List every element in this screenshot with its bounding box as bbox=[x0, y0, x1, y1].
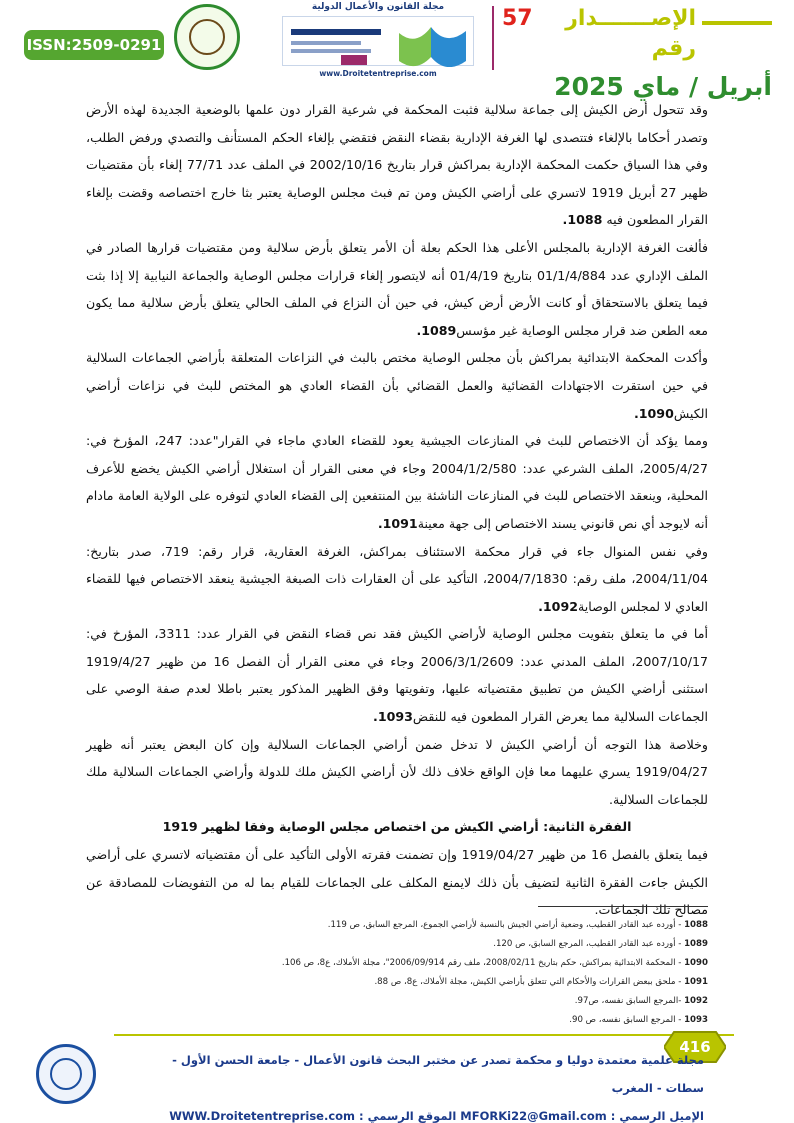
journal-logo bbox=[278, 2, 478, 78]
footnote-ref: 1092. bbox=[538, 598, 578, 614]
section-subheading: الفقرة الثانية: أراضي الكيش من اختصاص مجلس الوصاية وفقا لظهير 1919 bbox=[162, 819, 632, 835]
paragraph-3: وأكدت المحكمة الابتدائية بمراكش بأن مجلس الوصاية مختص بالبث في النزاعات المتعلقة بأراضي الجماعات السلالية في حين استقرت الاجتهادات القضائية والعمل القضائي بأن القضاء العادي هو المختص للبث في نزاعات أراضي الكيش1090. bbox=[86, 350, 708, 421]
issn-badge: ISSN:2509-0291 bbox=[24, 30, 164, 60]
issue-number: 57 bbox=[502, 6, 533, 31]
paragraph-4: ومما يؤكد أن الاختصاص للبث في المنازعات الجيشية يعود للقضاء العادي ماجاء في القرار"عدد: 247، المؤرخ في: 2005/4/27، الملف الشرعي عدد: 2004/1/2/580 وجاء في معنى القرار أن استغلال أراضي الكيش يخضع للأعرف المحلية، وينعقد الاختصاص للبث في المنازعات الناشئة بين المنتفعين إلى القضاء العادي لتوفره على الولاية العامة مادام أنه لايوجد أي نص قانوني يسند الاختصاص إلى جهة معينة1091. bbox=[86, 433, 708, 531]
footnote-ref: 1093. bbox=[373, 709, 413, 725]
article-body bbox=[86, 96, 708, 924]
issue-line bbox=[502, 4, 772, 64]
footnote-ref: 1091. bbox=[377, 515, 418, 531]
journal-title: مجلة القانون والأعمال الدولية bbox=[311, 2, 445, 12]
footer-contact-line: الإميل الرسمي : MFORKi22@Gmail.com الموقع الرسمي : WWW.Droitetentreprise.com bbox=[169, 1109, 704, 1123]
issue-date: أبريل / ماي 2025 bbox=[554, 72, 772, 101]
footnote-1093: 1093 - المرجع السابق نفسه، ص 90. bbox=[569, 1015, 708, 1025]
footnote-1092: 1092 -المرجع السابق نفسه، ص97. bbox=[574, 996, 708, 1006]
paragraph-1: وقد تتحول أرض الكيش إلى جماعة سلالية فثبت المحكمة في شرعية القرار دون علمها بالوضعية الجديدة لهذه الأرض وتصدر أحكاما بالإلغاء فتتصدى لها الغرفة الإدارية بقضاء النقض فتقضي بإلغاء الحكم المستأنف والتصدي ورفض الطلب، وفي هذا السياق حكمت المحكمة الإدارية بمراكش قرار بتاريخ 2002/10/16 في الملف عدد 77/71 إلغاء بأن مقتضيات ظهير 27 أبريل 1919 لاتسري على أراضي الكيش ومن تم فبث مجلس الوصاية يعتبر بثا خارج اختصاصه وقضت بإلغاء القرار المطعون فيه 1088. bbox=[86, 102, 708, 228]
journal-logo-graphic bbox=[282, 16, 474, 66]
book-icon bbox=[281, 17, 473, 67]
footnote-1088: 1088 - أورده عبد القادر القطيب، وضعية أراضي الجيش بالنسبة لأراضي الجموع، المرجع السابق، ص 119. bbox=[327, 920, 708, 930]
paragraph-8: فيما يتعلق بالفصل 16 من ظهير 1919/04/27 وإن تضمنت فقرته الأولى التأكيد على أن مقتضياته لاتسري على أراضي الكيش جاءت الفقرة الثانية لتضيف بأن ذلك لايمنع المكلف على الجماعات للقيام بما له من التفويضات للمصادقة عن مصالح تلك الجماعات. bbox=[86, 847, 709, 918]
footnote-divider bbox=[538, 906, 708, 907]
issue-rule bbox=[702, 21, 772, 25]
footnote-ref: 1090. bbox=[633, 405, 674, 421]
page-number: 416 bbox=[679, 1038, 711, 1056]
header-separator bbox=[492, 6, 494, 70]
footnotes bbox=[148, 916, 708, 1030]
paragraph-5: وفي نفس المنوال جاء في قرار محكمة الاستئناف بمراكش، الغرفة العقارية، قرار رقم: 719، صدر بتاريخ: 2004/11/04، ملف رقم: 2004/7/1830، التأكيد على أن العقارات ذات الصبغة الجيشية ينعقد الاختصاص فيها للقضاء العادي لا لمجلس الوصاية1092. bbox=[86, 543, 708, 614]
paragraph-2: فألغت الغرفة الإدارية بالمجلس الأعلى هذا الحكم بعلة أن الأمر يتعلق بأرض سلالية ومن مقتضيات قرارها الصادر في الملف الإداري عدد 01/1/4/884 بتاريخ 01/4/19 أنه لايتصور إلغاء قرارات مجلس الوصاية والجماعة النيابية إلا إذا بثت فيما يتعلق بالاستحقاق أو كانت الأرض أرض كيش، في حين أن النزاع في الملف الحالي يتعلق بأرض سلالية مما يكون معه الطعن ضد قرار مجلس الوصاية غير مؤسس1089. bbox=[86, 239, 708, 338]
footnote-ref: 1089. bbox=[416, 322, 457, 338]
university-seal-icon bbox=[36, 1044, 96, 1104]
footnote-1091: 1091 - ملحق ببعض القرارات والأحكام التي تتعلق بأراضي الكيش، مجلة الأملاك، ع8، ص 88. bbox=[374, 977, 708, 987]
footnote-1089: 1089 - أورده عبد القادر القطيب، المرجع السابق، ص 120. bbox=[493, 939, 708, 949]
issue-label: الإصـــــــدار رقم bbox=[565, 6, 696, 61]
footnote-1090: 1090 - المحكمة الابتدائية بمراكش، حكم بتاريخ 2008/02/11، ملف رقم 2006/09/914"، مجلة الأملاك، ع8، ص 106. bbox=[281, 958, 708, 968]
footer bbox=[144, 1046, 704, 1123]
paragraph-6: أما في ما يتعلق بتفويت مجلس الوصاية لأراضي الكيش فقد نص قضاء النقض في القرار عدد: 3311، المؤرخ في: 2007/10/17، الملف المدني عدد: 2006/3/1/2609 وجاء في معنى القرار أن الفصل 16 من ظهير 1919/4/27 استثنى أراضي الكيش من تطبيق مقتضياته عليها، وتفويتها وفق الظهير المذكور يعتبر باطلا لعدم صفة الوصي على الجماعات السلالية مما يعرض القرار المطعون فيه للنقض1093. bbox=[86, 626, 708, 725]
page-header bbox=[0, 0, 794, 101]
footnote-ref: 1088. bbox=[562, 212, 603, 228]
lab-seal-icon bbox=[174, 4, 240, 70]
journal-url: www.Droitetentreprise.com bbox=[319, 69, 437, 78]
paragraph-7: وخلاصة هذا التوجه أن أراضي الكيش لا تدخل ضمن أراضي الجماعات السلالية وإن كان البعض يعتبر أنه ظهير 1919/04/27 يسري عليهما معا فإن الواقع خلاف ذلك لأن أراضي الكيش ملك للدولة وأراضي الجماعات السلالية ملك للجماعات السلالية. bbox=[86, 736, 708, 807]
footer-rule bbox=[114, 1034, 734, 1036]
footer-journal-line: مجلة علمية معتمدة دوليا و محكمة تصدر عن مختبر البحث قانون الأعمال - جامعة الحسن الأول - سطات - المغرب bbox=[172, 1053, 704, 1095]
issue-block bbox=[502, 4, 772, 104]
